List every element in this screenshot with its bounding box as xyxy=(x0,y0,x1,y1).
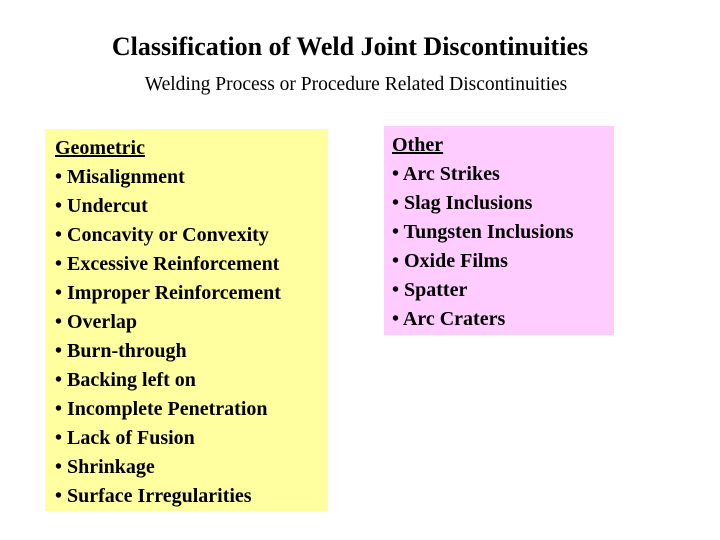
other-list xyxy=(392,160,614,334)
list-item: • Slag Inclusions xyxy=(392,192,533,214)
slide-title: Classification of Weld Joint Discontinuities xyxy=(111,32,589,61)
list-item: • Overlap xyxy=(55,311,137,333)
list-item: • Excessive Reinforcement xyxy=(55,253,280,275)
list-item: • Arc Strikes xyxy=(392,163,500,185)
list-item: • Oxide Films xyxy=(392,250,508,272)
list-item: • Misalignment xyxy=(55,166,185,188)
list-item: • Concavity or Convexity xyxy=(55,224,269,246)
list-item: • Shrinkage xyxy=(55,456,155,478)
list-item: • Backing left on xyxy=(55,369,196,391)
list-item: • Burn-through xyxy=(55,340,187,362)
geometric-discontinuities-box xyxy=(45,129,328,511)
list-item: • Lack of Fusion xyxy=(55,427,195,449)
geometric-list xyxy=(55,163,328,511)
geometric-heading: Geometric xyxy=(55,137,145,159)
other-discontinuities-box xyxy=(384,126,614,335)
list-item: • Spatter xyxy=(392,279,468,301)
other-heading: Other xyxy=(392,134,444,156)
list-item: • Surface Irregularities xyxy=(55,485,252,507)
list-item: • Undercut xyxy=(55,195,148,217)
list-item: • Tungsten Inclusions xyxy=(392,221,574,243)
list-item: • Improper Reinforcement xyxy=(55,282,281,304)
list-item: • Incomplete Penetration xyxy=(55,398,268,420)
list-item: • Arc Craters xyxy=(392,308,506,330)
slide-subtitle: Welding Process or Procedure Related Discontinuities xyxy=(144,74,568,95)
